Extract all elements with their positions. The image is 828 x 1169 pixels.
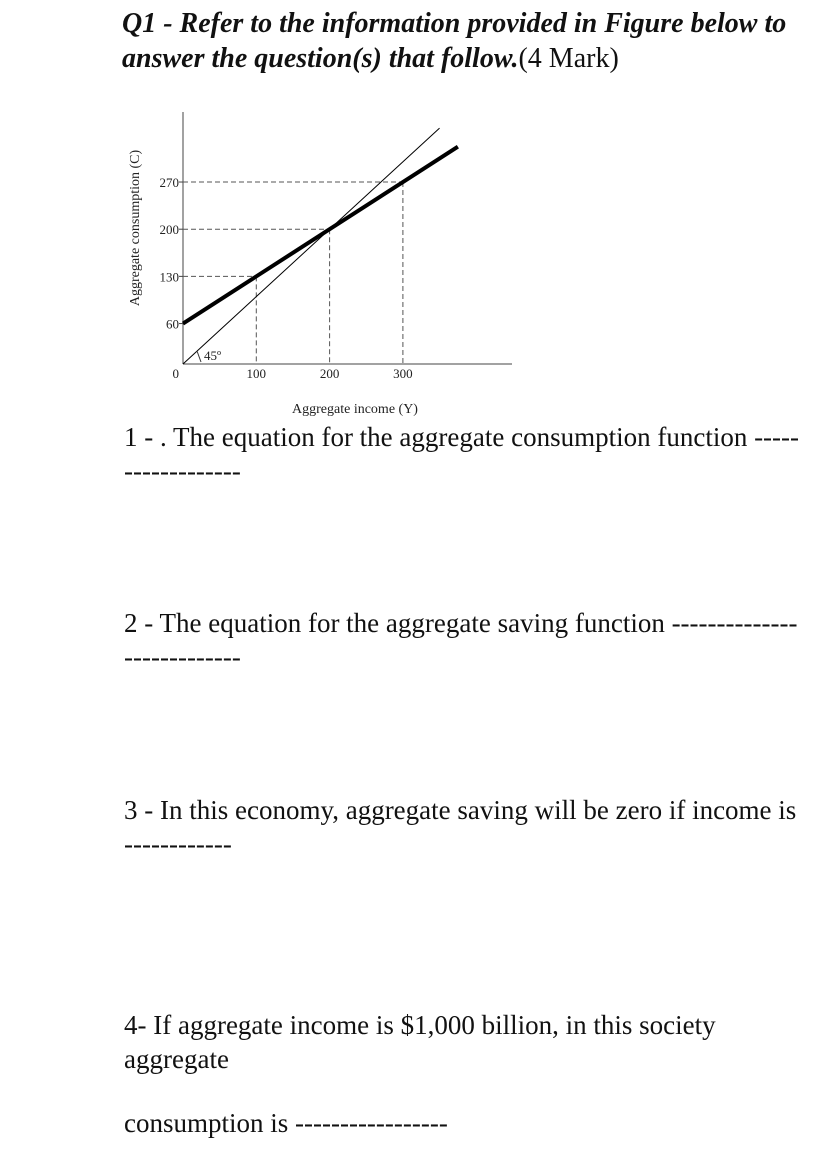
question-4: 4- If aggregate income is $1,000 billion, in this society aggregate <box>124 1010 716 1074</box>
consumption-chart <box>110 100 530 422</box>
question-1: 1 - . The equation for the aggregate consumption function ------------------ <box>124 422 800 486</box>
y-tick-label: 270 <box>159 175 179 191</box>
angle-arc <box>197 351 201 362</box>
consumption-function-line <box>183 147 458 324</box>
question-2: 2 - The equation for the aggregate saving function --------------------------- <box>124 608 798 672</box>
x-tick-label: 100 <box>246 366 267 381</box>
y-tick-label: 200 <box>159 222 179 238</box>
question-heading <box>122 6 802 76</box>
heading-title: Q1 - Refer to the information provided in Figure below to answer the question(s) that follow. <box>122 8 787 74</box>
x-tick-label: 300 <box>393 366 413 381</box>
y-tick-label: 130 <box>159 269 179 285</box>
angle-label: 45º <box>204 348 222 363</box>
y-axis-label: Aggregate consumption (C) <box>128 149 143 307</box>
x-tick-label: 0 <box>172 366 179 381</box>
x-tick-label: 200 <box>319 366 340 381</box>
question-4-continued: consumption is ----------------- <box>124 1108 448 1138</box>
question-3: 3 - In this economy, aggregate saving will be zero if income is ------------ <box>124 795 797 859</box>
heading-marks: (4 Mark) <box>518 43 619 74</box>
forty-five-degree-line <box>183 128 440 364</box>
x-axis-label: Aggregate income (Y) <box>292 402 418 417</box>
y-tick-label: 60 <box>166 316 179 332</box>
